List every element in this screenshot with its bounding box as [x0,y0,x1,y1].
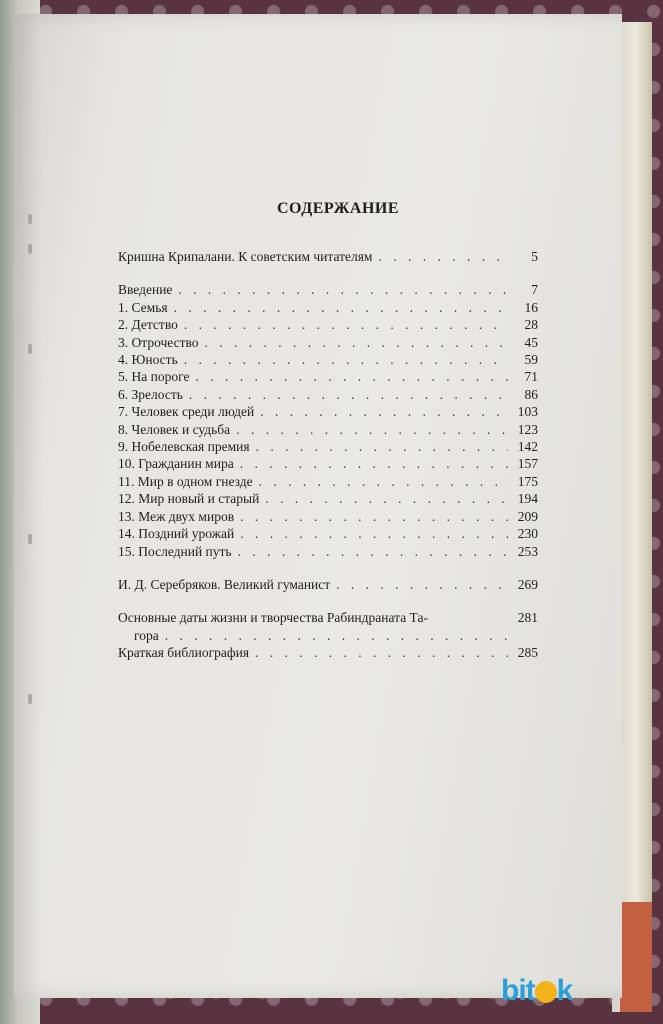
toc-entry-page: 59 [524,352,538,368]
dot-leader [240,455,508,472]
dot-leader [256,438,508,455]
dot-leader [195,368,508,385]
toc-entry [118,609,538,626]
toc-entry-page: 253 [517,543,538,559]
dot-leader [184,316,508,333]
toc-entry [118,248,538,265]
toc-heading: СОДЕРЖАНИЕ [276,200,400,217]
toc-entry-label: Основные даты жизни и творчества Рабиндраната Та- [118,610,428,626]
stitch-hole [28,534,32,544]
toc-entry-page: 281 [517,610,538,626]
toc-entry-label: 7. Человек среди людей [118,404,255,420]
toc-entry-label: 2. Детство [118,317,178,333]
toc-entry [118,386,538,403]
toc-entry [118,508,538,525]
toc-entry-label: 3. Отрочество [118,334,199,350]
toc-entry-page: 194 [517,491,538,507]
dot-leader [238,543,508,560]
toc-entry [118,455,538,472]
dot-leader [259,473,508,490]
binding-stitches [28,14,36,998]
toc-entry [118,316,538,333]
toc-entry-page: 16 [524,299,538,315]
toc-entry-label: 5. На пороге [118,369,190,385]
toc-entry-label: гора [134,627,159,643]
stitch-hole [28,344,32,354]
toc-entry-label: 15. Последний путь [118,543,232,559]
dot-leader [240,508,508,525]
toc-entry [118,351,538,368]
toc-entry-page: 157 [517,456,538,472]
toc-entry [118,403,538,420]
toc-entry [118,334,538,351]
dot-leader [378,248,508,265]
toc-entry [118,543,538,560]
toc-entry [118,525,538,542]
toc-entry-page: 269 [517,576,538,592]
toc-entry [118,627,538,644]
dot-leader [178,281,508,298]
stitch-hole [28,214,32,224]
toc-entry-label: 13. Меж двух миров [118,508,235,524]
toc-entry [118,576,538,593]
toc-entry-label: 9. Нобелевская премия [118,439,250,455]
toc-entry-page: 175 [517,473,538,489]
toc-entry [118,644,538,661]
toc-entry-page: 5 [531,249,538,264]
toc-entry-page: 103 [517,404,538,420]
book-page [14,14,622,998]
toc-entry-label: Краткая библиография [118,645,250,661]
toc-entry-label: 10. Гражданин мира [118,456,234,472]
watermark-ball-icon [535,981,557,1003]
dot-leader [260,403,508,420]
toc-entry-page: 86 [524,386,538,402]
dot-leader [174,299,508,316]
dot-leader [205,334,508,351]
toc-entry-page: 142 [517,439,538,455]
toc-entry-page: 45 [524,334,538,350]
dot-leader [265,490,508,507]
toc-entry-label: 6. Зрелость [118,386,183,402]
toc-entry-label: 14. Поздний урожай [118,526,235,542]
toc-entry-label: 12. Мир новый и старый [118,491,260,507]
toc-entry-label: 8. Человек и судьба [118,421,231,437]
toc-entry [118,368,538,385]
toc-entry [118,473,538,490]
watermark-text: bit [501,974,535,1007]
dot-leader [240,525,508,542]
dot-leader [236,421,508,438]
toc-entry-page: 230 [517,526,538,542]
toc-entry-label: И. Д. Серебряков. Великий гуманист [118,576,331,592]
dot-leader [336,576,508,593]
toc-entry-page: 7 [531,282,538,298]
cover-color-band [620,902,652,1012]
toc-entry-page: 285 [517,645,538,661]
toc-entry-label: 1. Семья [118,299,168,315]
dot-leader [184,351,508,368]
watermark-text: k [556,974,573,1007]
stitch-hole [28,694,32,704]
dot-leader [165,627,508,644]
toc-entry-label: 4. Юность [118,352,178,368]
toc-entry-page: 28 [524,317,538,333]
toc-entry-label: Кришна Крипалани. К советским читателям [118,249,373,264]
table-of-contents [118,200,538,662]
site-watermark-logo [501,974,572,1008]
stitch-hole [28,244,32,254]
toc-entry-label: Введение [118,282,173,298]
toc-entry [118,281,538,298]
toc-entry [118,299,538,316]
toc-entry-page: 123 [517,421,538,437]
toc-entry [118,490,538,507]
toc-entry-label: 11. Мир в одном гнезде [118,473,253,489]
toc-entry [118,421,538,438]
toc-entry-page: 71 [524,369,538,385]
dot-leader [189,386,508,403]
toc-entry [118,438,538,455]
dot-leader [255,644,508,661]
toc-entry-page: 209 [517,508,538,524]
